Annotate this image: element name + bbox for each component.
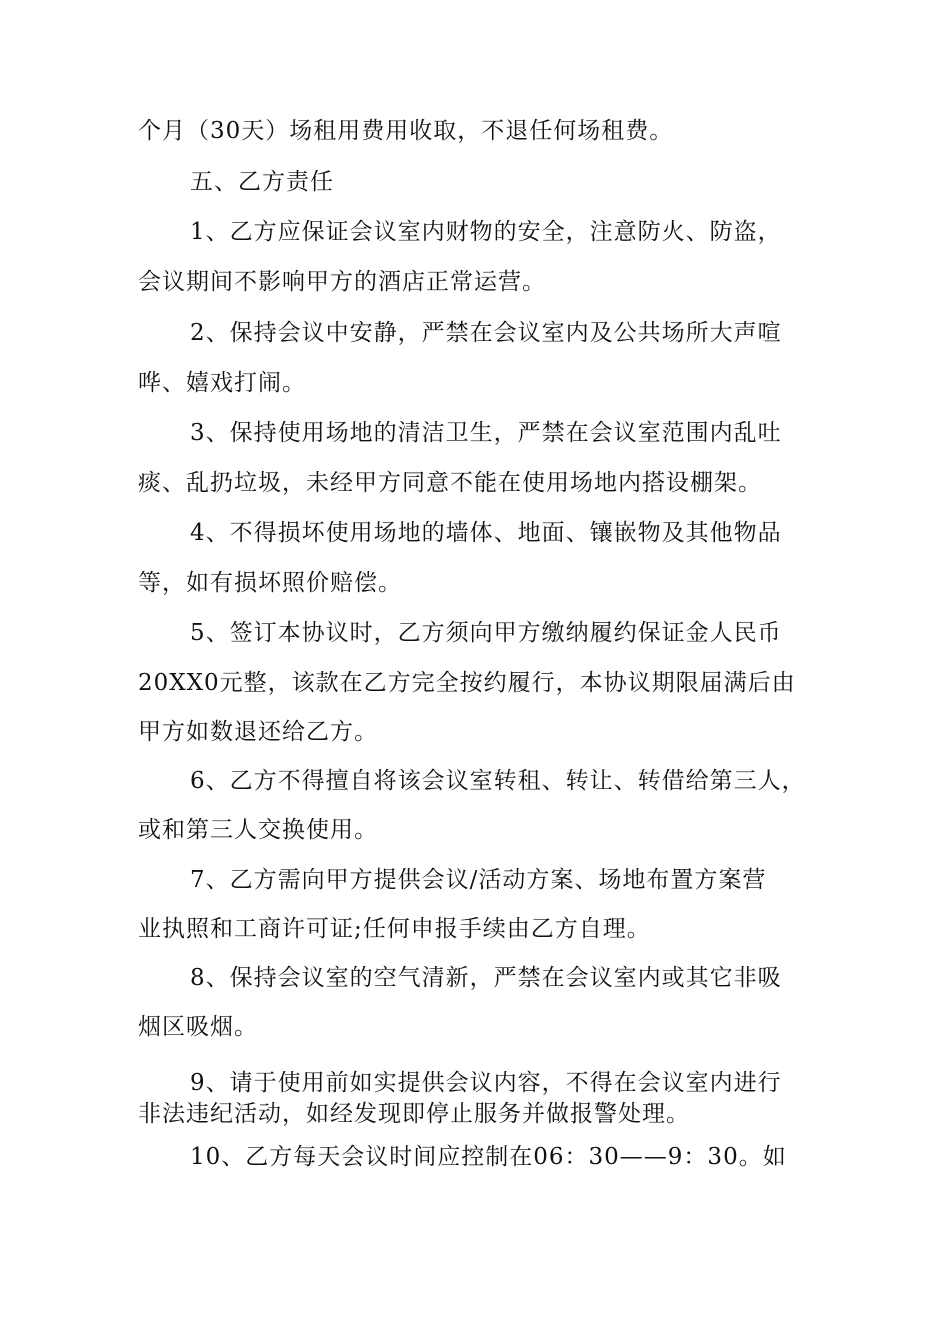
text-line: 7、乙方需向甲方提供会议/活动方案、场地布置方案营 [190,867,767,893]
text-line: 业执照和工商许可证;任何申报手续由乙方自理。 [138,916,651,942]
text-line: 3、保持使用场地的清洁卫生，严禁在会议室范围内乱吐 [190,420,782,446]
text-line: 20XX0元整，该款在乙方完全按约履行，本协议期限届满后由 [138,670,796,696]
text-line: 等，如有损坏照价赔偿。 [138,570,402,596]
text-line: 2、保持会议中安静，严禁在会议室内及公共场所大声喧 [190,320,782,346]
text-line: 10、乙方每天会议时间应控制在06：30——9：30。如 [190,1144,787,1170]
text-line: 会议期间不影响甲方的酒店正常运营。 [138,269,546,295]
text-line: 9、请于使用前如实提供会议内容，不得在会议室内进行 [190,1070,782,1096]
text-line: 4、不得损坏使用场地的墙体、地面、镶嵌物及其他物品 [190,520,782,546]
text-line: 1、乙方应保证会议室内财物的安全，注意防火、防盗， [190,219,782,245]
text-line: 烟区吸烟。 [138,1014,258,1040]
text-line: 哗、嬉戏打闹。 [138,370,306,396]
text-line: 非法违纪活动，如经发现即停止服务并做报警处理。 [138,1101,690,1127]
section-heading: 五、乙方责任 [190,169,334,195]
text-line: 6、乙方不得擅自将该会议室转租、转让、转借给第三人， [190,768,806,794]
text-line: 8、保持会议室的空气清新，严禁在会议室内或其它非吸 [190,965,782,991]
text-line: 甲方如数退还给乙方。 [138,719,378,745]
text-line: 5、签订本协议时，乙方须向甲方缴纳履约保证金人民币 [190,620,782,646]
text-line: 个月（30天）场租用费用收取，不退任何场租费。 [138,118,674,144]
text-line: 或和第三人交换使用。 [138,817,378,843]
text-line: 痰、乱扔垃圾，未经甲方同意不能在使用场地内搭设棚架。 [138,470,762,496]
